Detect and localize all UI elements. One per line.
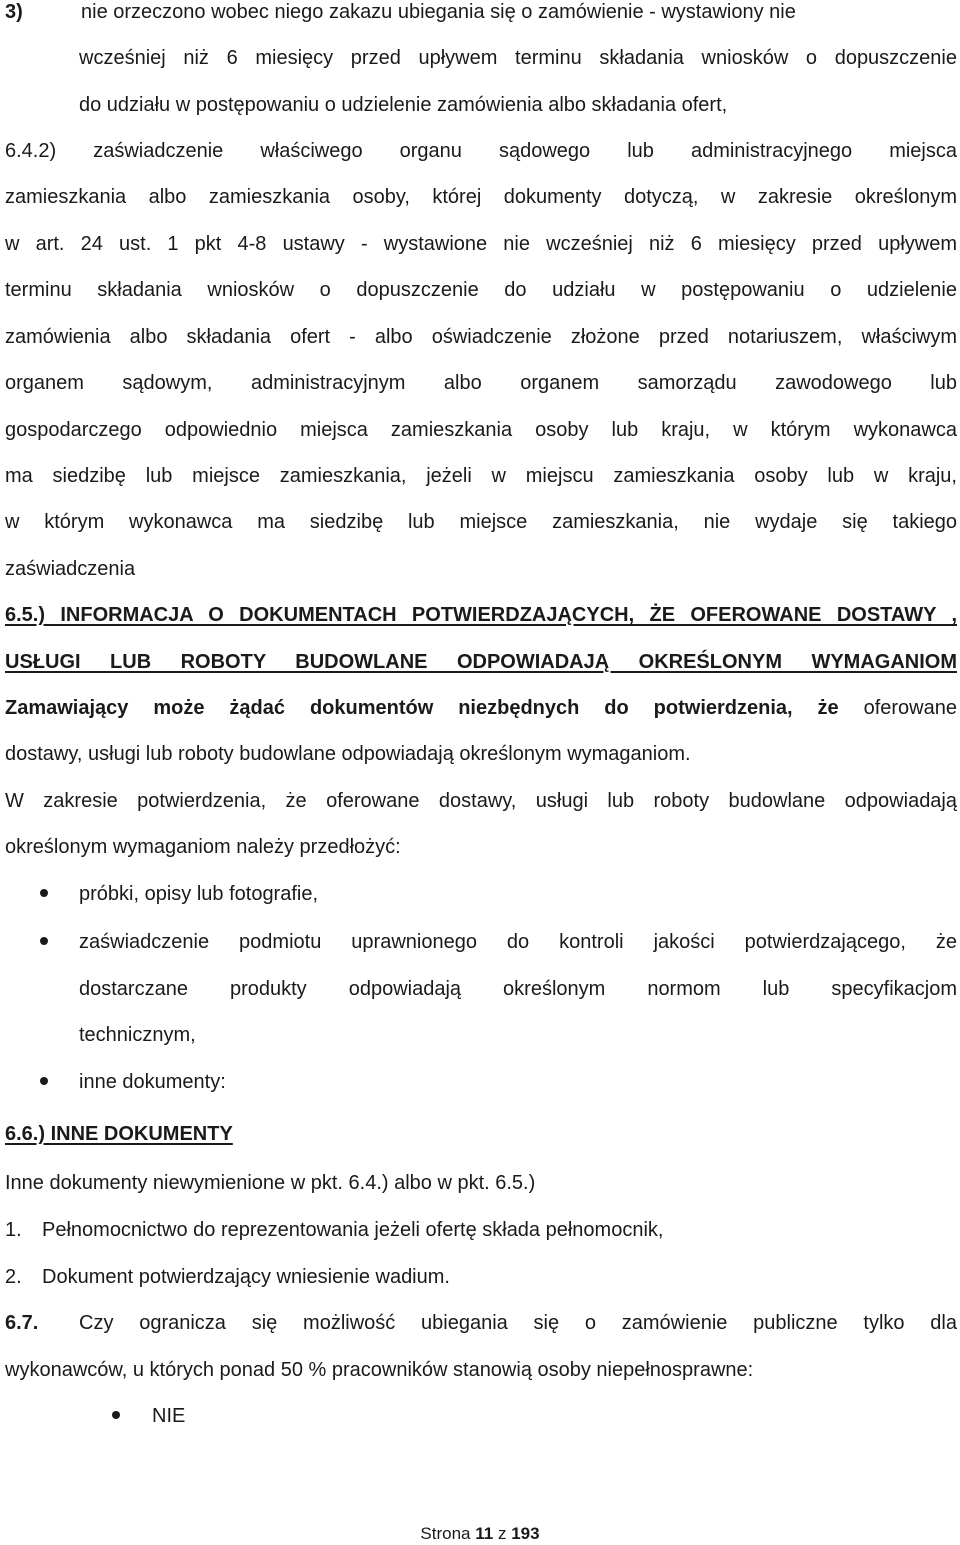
s66-item-2 xyxy=(0,1265,960,1289)
footer-sep: z xyxy=(497,1524,507,1543)
p642-line-2: zamieszkania albo zamieszkania osoby, której dokumenty dotyczą, w zakresie określonym xyxy=(5,186,957,208)
item3-line3: do udziału w postępowaniu o udzielenie zamówienia albo składania ofert, xyxy=(79,94,728,116)
s66-heading: 6.6.) INNE DOKUMENTY xyxy=(5,1123,233,1145)
s66-item-2-text: Dokument potwierdzający wniesienie wadium. xyxy=(42,1266,450,1288)
s65-lead-rest: oferowane xyxy=(863,697,957,719)
s65-bullet-2-line3: technicznym, xyxy=(79,1024,196,1046)
s66-item-1-text: Pełnomocnictwo do reprezentowania jeżeli ofertę składa pełnomocnik, xyxy=(42,1219,664,1241)
s65-bullet-3: inne dokumenty: xyxy=(79,1071,226,1093)
s65-lead-line xyxy=(5,696,957,720)
s66-intro: Inne dokumenty niewymienione w pkt. 6.4.) albo w pkt. 6.5.) xyxy=(5,1172,536,1194)
s65-para2-line2: określonym wymaganiom należy przedłożyć: xyxy=(5,836,401,858)
p642-line-1: 6.4.2) zaświadczenie właściwego organu sądowego lub administracyjnego miejsca xyxy=(5,140,957,162)
bullet-icon xyxy=(40,937,48,945)
bullet-icon xyxy=(40,889,48,897)
s66-item-1-number: 1. xyxy=(5,1219,22,1241)
footer-prefix: Strona xyxy=(420,1524,471,1543)
p642-line-3: w art. 24 ust. 1 pkt 4-8 ustawy - wystawione nie wcześniej niż 6 miesięcy przed upływem xyxy=(5,233,957,255)
s67-answer: NIE xyxy=(152,1405,186,1427)
s65-bullet-2-line1: zaświadczenie podmiotu uprawnionego do kontroli jakości potwierdzającego, że xyxy=(79,931,957,953)
bullet-icon xyxy=(40,1077,48,1085)
p642-line-4: terminu składania wniosków o dopuszczenie do udziału w postępowaniu o udzielenie xyxy=(5,279,957,301)
item3-line1-text: nie orzeczono wobec niego zakazu ubiegania się o zamówienie - wystawiony nie xyxy=(81,1,796,23)
p642-line-9: w którym wykonawca ma siedzibę lub miejsce zamieszkania, nie wydaje się takiego xyxy=(5,511,957,533)
p642-line-5: zamówienia albo składania ofert - albo oświadczenie złożone przed notariuszem, właściwym xyxy=(5,326,957,348)
page-footer xyxy=(0,1523,960,1545)
s65-para2-line1: W zakresie potwierdzenia, że oferowane dostawy, usługi lub roboty budowlane odpowiadają xyxy=(5,790,957,812)
p642-line-10: zaświadczenia xyxy=(5,558,136,580)
p642-line-7: gospodarczego odpowiednio miejsca zamieszkania osoby lub kraju, w którym wykonawca xyxy=(5,419,957,441)
s67-number: 6.7. xyxy=(5,1312,39,1334)
s65-heading-line1: 6.5.) INFORMACJA O DOKUMENTACH POTWIERDZAJĄCYCH, ŻE OFEROWANE DOSTAWY , xyxy=(5,604,957,626)
s66-item-2-number: 2. xyxy=(5,1266,22,1288)
bullet-icon xyxy=(112,1411,120,1419)
p642-line-8: ma siedzibę lub miejsce zamieszkania, jeżeli w miejscu zamieszkania osoby lub w kraju, xyxy=(5,465,957,487)
s65-line2: dostawy, usługi lub roboty budowlane odpowiadają określonym wymaganiom. xyxy=(5,743,691,765)
s65-heading-line2: USŁUGI LUB ROBOTY BUDOWLANE ODPOWIADAJĄ OKREŚLONYM WYMAGANIOM xyxy=(5,651,957,673)
s65-bold-lead: Zamawiający może żądać dokumentów niezbędnych do potwierdzenia, że xyxy=(5,697,839,719)
item3-number: 3) xyxy=(5,1,23,23)
p642-line-6: organem sądowym, administracyjnym albo organem samorządu zawodowego lub xyxy=(5,372,957,394)
s65-bullet-1: próbki, opisy lub fotografie, xyxy=(79,883,319,905)
footer-page-number: 11 xyxy=(475,1524,494,1543)
footer-page-total: 193 xyxy=(511,1524,540,1543)
item3-line1 xyxy=(5,0,957,24)
item3-line2: wcześniej niż 6 miesięcy przed upływem terminu składania wniosków o dopuszczenie xyxy=(79,47,957,69)
s65-bullet-2-line2: dostarczane produkty odpowiadają określonym normom lub specyfikacjom xyxy=(79,978,957,1000)
s67-line2: wykonawców, u których ponad 50 % pracowników stanowią osoby niepełnosprawne: xyxy=(5,1359,754,1381)
s67-line1-text: Czy ogranicza się możliwość ubiegania się o zamówienie publiczne tylko dla xyxy=(79,1312,957,1334)
s66-item-1 xyxy=(0,1218,960,1242)
